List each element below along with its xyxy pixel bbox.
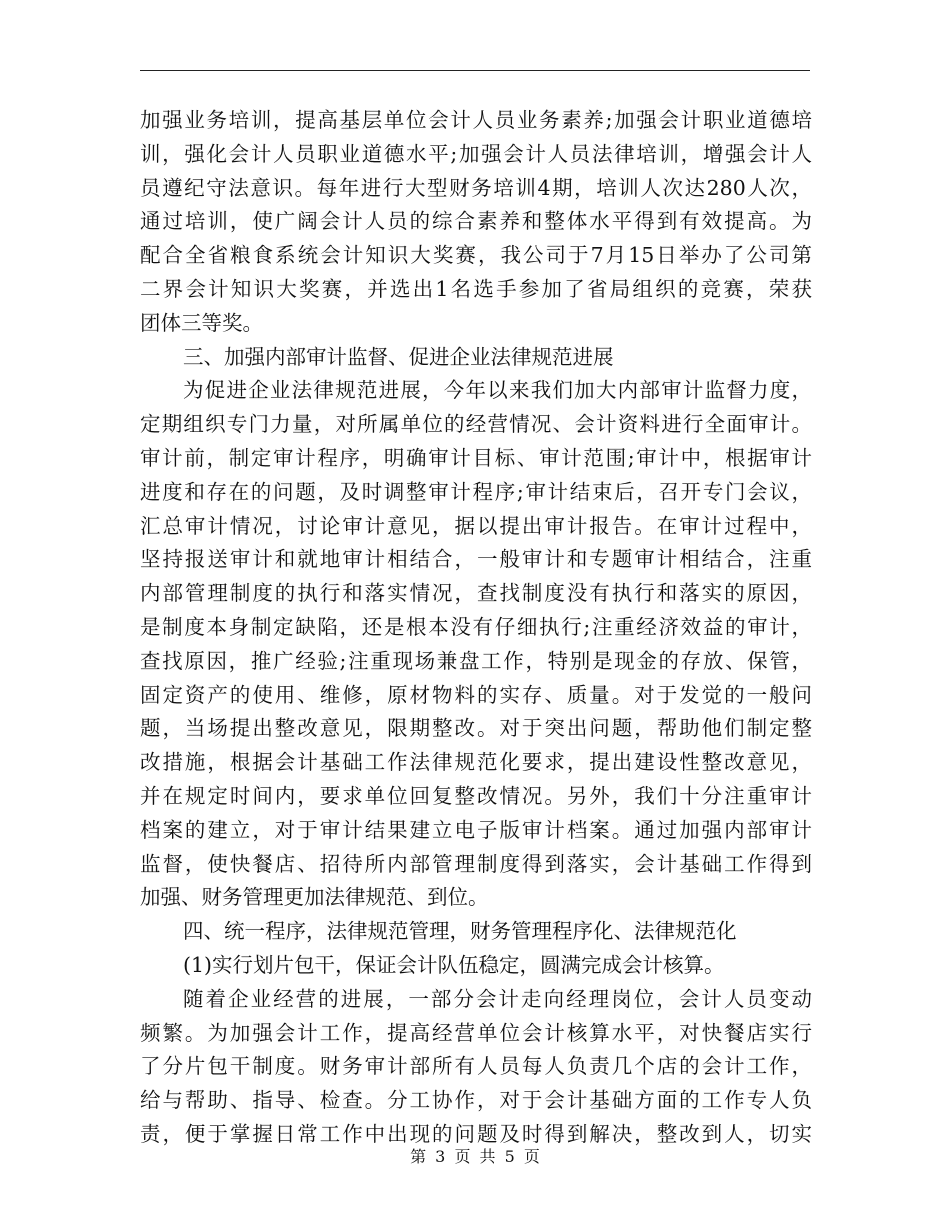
paragraph-line: 固定资产的使用、维修，原材物料的实存、质量。对于发觉的一般问 (140, 682, 812, 707)
paragraph-line: 改措施，根据会计基础工作法律规范化要求，提出建设性整改意见， (140, 750, 812, 775)
paragraph-line: 训，强化会计人员职业道德水平;加强会计人员法律培训，增强会计人 (140, 141, 812, 166)
paragraph-line: 查找原因，推广经验;注重现场兼盘工作，特别是现金的存放、保管， (140, 648, 812, 673)
paragraph-line: 坚持报送审计和就地审计相结合，一般审计和专题审计相结合，注重 (140, 547, 812, 572)
paragraph-line: 档案的建立，对于审计结果建立电子版审计档案。通过加强内部审计 (140, 817, 812, 842)
paragraph-line: 监督，使快餐店、招待所内部管理制度得到落实，会计基础工作得到 (140, 851, 812, 876)
paragraph-line: 题，当场提出整改意见，限期整改。对于突出问题，帮助他们制定整 (140, 716, 812, 741)
paragraph-line: 定期组织专门力量，对所属单位的经营情况、会计资料进行全面审计。 (140, 412, 812, 437)
header-rule (140, 70, 810, 71)
paragraph-line: 给与帮助、指导、检查。分工协作，对于会计基础方面的工作专人负 (140, 1088, 812, 1113)
paragraph-line: 频繁。为加强会计工作，提高经营单位会计核算水平，对快餐店实行 (140, 1020, 812, 1045)
paragraph-line: 加强、财务管理更加法律规范、到位。 (140, 885, 489, 910)
paragraph-line: 团体三等奖。 (140, 310, 263, 335)
page-number: 第 3 页 共 5 页 (410, 1147, 540, 1166)
paragraph-line: 审计前，制定审计程序，明确审计目标、审计范围;审计中，根据审计 (140, 445, 812, 470)
paragraph-line: 了分片包干制度。财务审计部所有人员每人负责几个店的会计工作， (140, 1054, 812, 1079)
paragraph-line: 是制度本身制定缺陷，还是根本没有仔细执行;注重经济效益的审计， (140, 614, 812, 639)
section-heading-line: 四、统一程序，法律规范管理，财务管理程序化、法律规范化 (183, 919, 737, 944)
paragraph-line: 汇总审计情况，讨论审计意见，据以提出审计报告。在审计过程中， (140, 513, 812, 538)
section-heading-line: (1)实行划片包干，保证会计队伍稳定，圆满完成会计核算。 (183, 952, 725, 977)
paragraph-line: 二界会计知识大奖赛，并选出1名选手参加了省局组织的竞赛，荣获 (140, 276, 812, 301)
paragraph-line: 员遵纪守法意识。每年进行大型财务培训4期，培训人次达280人次， (140, 175, 812, 200)
document-body (140, 104, 812, 1152)
paragraph-line: 配合全省粮食系统会计知识大奖赛，我公司于7月15日举办了公司第 (140, 243, 812, 268)
paragraph-line: 随着企业经营的进展，一部分会计走向经理岗位，会计人员变动 (183, 986, 812, 1011)
paragraph-line: 为促进企业法律规范进展，今年以来我们加大内部审计监督力度， (183, 378, 812, 403)
paragraph-line: 通过培训，使广阔会计人员的综合素养和整体水平得到有效提高。为 (140, 209, 812, 234)
section-heading-line: 三、加强内部审计监督、促进企业法律规范进展 (183, 344, 614, 369)
paragraph-line: 并在规定时间内，要求单位回复整改情况。另外，我们十分注重审计 (140, 783, 812, 808)
paragraph-line: 责，便于掌握日常工作中出现的问题及时得到解决，整改到人，切实 (140, 1121, 812, 1146)
paragraph-line: 加强业务培训，提高基层单位会计人员业务素养;加强会计职业道德培 (140, 108, 812, 132)
paragraph-line: 内部管理制度的执行和落实情况，查找制度没有执行和落实的原因， (140, 581, 812, 606)
paragraph-line: 进度和存在的问题，及时调整审计程序;审计结束后，召开专门会议， (140, 479, 812, 504)
